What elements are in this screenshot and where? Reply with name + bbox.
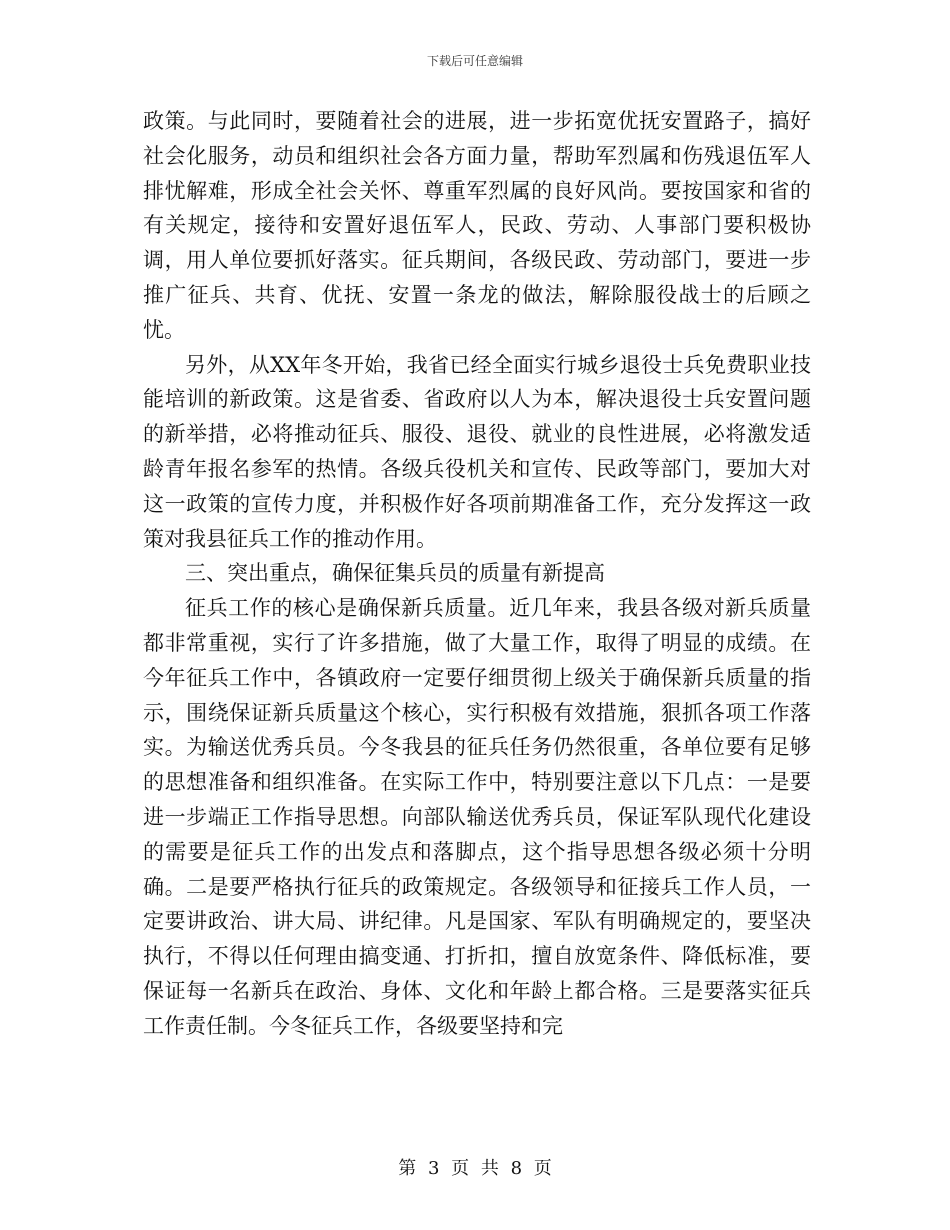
paragraph-3: 征兵工作的核心是确保新兵质量。近几年来，我县各级对新兵质量都非常重视，实行了许多措施，做了大量工作，取得了明显的成绩。在今年征兵工作中，各镇政府一定要仔细贯彻上级关于确保新兵质量的指示，围绕保证新兵质量这个核心，实行积极有效措施，狠抓各项工作落实。为输送优秀兵员。今冬我县的征兵任务仍然很重，各单位要有足够的思想准备和组织准备。在实际工作中，特别要注意以下几点：一是要进一步端正工作指导思想。向部队输送优秀兵员，保证军队现代化建设的需要是征兵工作的出发点和落脚点，这个指导思想各级必须十分明确。二是要严格执行征兵的政策规定。各级领导和征接兵工作人员，一定要讲政治、讲大局、讲纪律。凡是国家、军队有明确规定的，要坚决执行，不得以任何理由搞变通、打折扣，擅自放宽条件、降低标准，要保证每一名新兵在政治、身体、文化和年龄上都合格。三是要落实征兵工作责任制。今冬征兵工作，各级要坚持和完 [143,596,811,1038]
section-heading: 三、突出重点，确保征集兵员的质量有新提高 [185,561,605,586]
paragraph-1: 政策。与此同时，要随着社会的进展，进一步拓宽优抚安置路子，搞好社会化服务，动员和组织社会各方面力量，帮助军烈属和伤残退伍军人排忧解难，形成全社会关怀、尊重军烈属的良好风尚。要按国家和省的有关规定，接待和安置好退伍军人，民政、劳动、人事部门要积极协调，用人单位要抓好落实。征兵期间，各级民政、劳动部门，要进一步推广征兵、共育、优抚、安置一条龙的做法，解除服役战士的后顾之忧。 [143,109,811,342]
paragraph-2: 另外，从XX年冬开始，我省已经全面实行城乡退役士兵免费职业技能培训的新政策。这是省委、省政府以人为本，解决退役士兵安置问题的新举措，必将推动征兵、服役、退役、就业的良性进展，必将激发适龄青年报名参军的热情。各级兵役机关和宣传、民政等部门，要加大对这一政策的宣传力度，并积极作好各项前期准备工作，充分发挥这一政策对我县征兵工作的推动作用。 [143,352,811,551]
page-number-footer: 第 3 页 共 8 页 [398,1158,552,1179]
document-body [143,104,811,1044]
page-header: 下载后可任意编辑 [426,54,523,68]
